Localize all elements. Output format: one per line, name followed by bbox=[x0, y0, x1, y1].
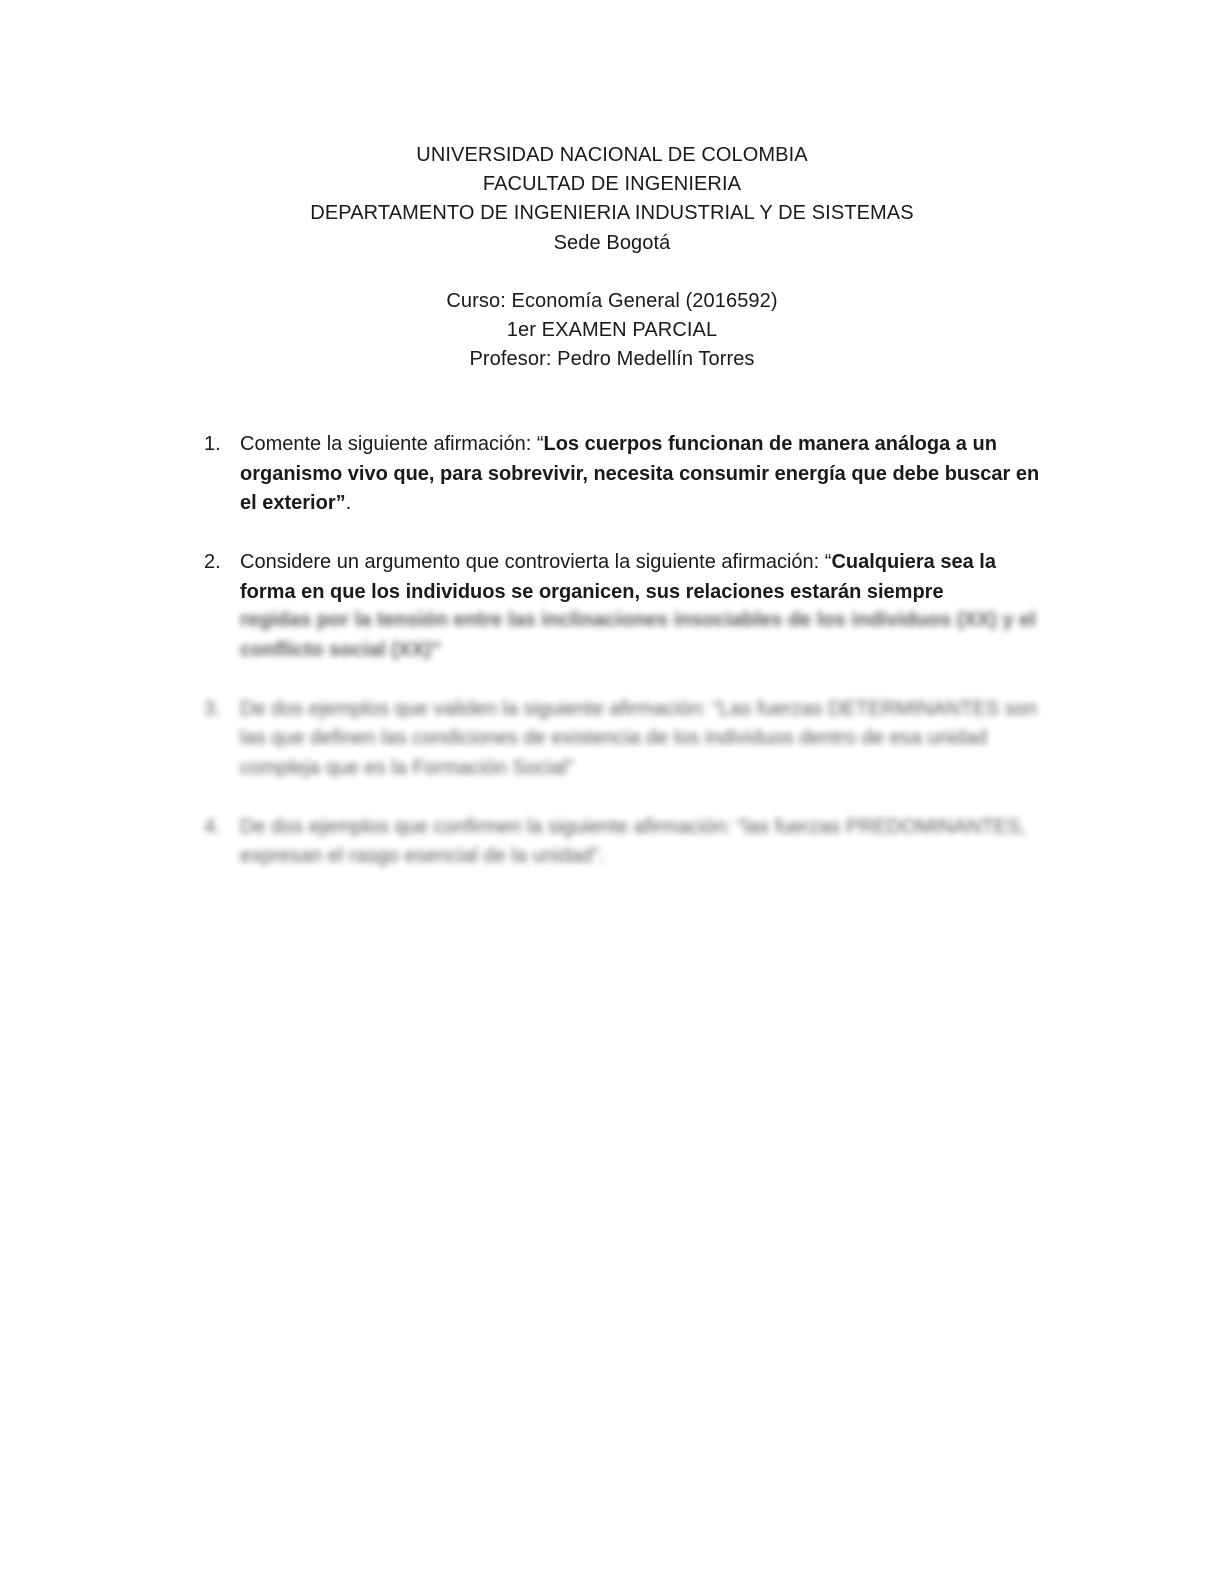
campus-name: Sede Bogotá bbox=[553, 231, 671, 254]
question-3 bbox=[204, 695, 1040, 784]
question-intro: Considere un argumento que controvierta la siguiente afirmación: “ bbox=[240, 551, 832, 573]
question-text-blurred: De dos ejemplos que validen la siguiente afirmación: “Las fuerzas DETERMINANTES son las que definen las condiciones de existencia de los individuos dentro de esa unidad compleja que es la Formación Social” bbox=[240, 697, 1038, 779]
professor-name: Profesor: Pedro Medellín Torres bbox=[469, 348, 755, 371]
question-intro: Comente la siguiente afirmación: “ bbox=[240, 433, 544, 455]
question-number: 3. bbox=[204, 697, 221, 720]
question-number: 2. bbox=[204, 551, 221, 573]
question-quote: Los cuerpos funcionan de manera análoga a un organismo vivo que, para sobrevivir, necesita consumir energía que debe buscar en el exterior bbox=[240, 433, 1040, 514]
course-title: Curso: Economía General (2016592) bbox=[446, 289, 778, 312]
question-quote: Cualquiera sea la forma en que los individuos se organicen, sus relaciones estarán siempre bbox=[240, 551, 996, 603]
department-name: DEPARTAMENTO DE INGENIERIA INDUSTRIAL Y DE SISTEMAS bbox=[310, 202, 914, 225]
question-text bbox=[240, 430, 1040, 519]
university-name: UNIVERSIDAD NACIONAL DE COLOMBIA bbox=[416, 144, 808, 166]
question-4 bbox=[204, 813, 1040, 872]
question-list bbox=[204, 430, 1040, 901]
question-text-blurred bbox=[240, 606, 1040, 665]
document-header bbox=[0, 141, 1224, 374]
question-end-quote: ” bbox=[335, 492, 346, 514]
question-text-blurred: De dos ejemplos que confirmen la siguiente afirmación: “las fuerzas PREDOMINANTES, expresan el rasgo esencial de la unidad”. bbox=[240, 815, 1026, 867]
question-number: 4. bbox=[204, 815, 221, 838]
question-1 bbox=[204, 430, 1040, 519]
header-spacer bbox=[0, 258, 1224, 287]
question-text-visible bbox=[240, 548, 1040, 606]
exam-title: 1er EXAMEN PARCIAL bbox=[506, 319, 718, 342]
question-2 bbox=[204, 548, 1040, 665]
faculty-name: FACULTAD DE INGENIERIA bbox=[482, 173, 742, 196]
question-quote-blurred: regidas por la tensión entre las inclinaciones insociables de los individuos (XX) y el conflicto social (XX) bbox=[240, 609, 1036, 661]
question-suffix: . bbox=[345, 492, 352, 514]
question-end-quote: ” bbox=[431, 638, 442, 661]
question-number: 1. bbox=[204, 433, 221, 455]
